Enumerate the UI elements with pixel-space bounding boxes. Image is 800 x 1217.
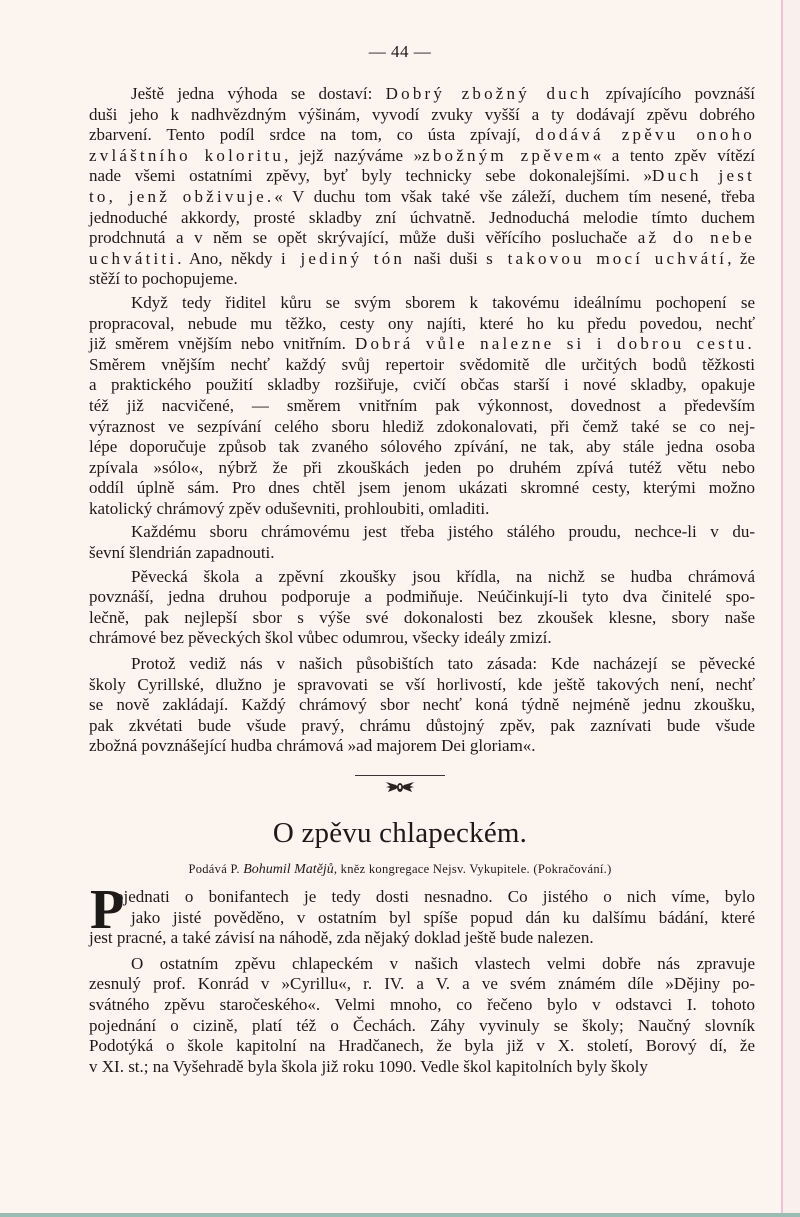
emphasized-text: Dobrá vůle nalezne si i dobrou cestu.	[354, 334, 755, 354]
text-segment: prodchnutá a v něm se opět skrývající, může duši věřícího posluchače	[89, 228, 638, 248]
emphasized-text: to, jenž obživuje.	[89, 186, 275, 206]
text-line	[89, 84, 755, 105]
text-segment: Když tedy řiditel kůru se svým sborem k takovému ideálnímu pochopení se	[131, 292, 755, 312]
paragraph	[89, 293, 755, 520]
text-segment: ševní šlendrián zapadnouti.	[89, 543, 275, 563]
text-line	[89, 437, 755, 458]
text-line	[89, 974, 755, 995]
text-segment: katolický chrámový zpěv oduševniti, prohloubiti, omladiti.	[89, 498, 490, 518]
text-segment: zpívala »sólo«, nýbrž že při zkouškách jeden po druhém zpívá tutéž větu nebo	[89, 457, 755, 477]
paragraph	[89, 522, 755, 563]
article-title: O zpěvu chlapeckém.	[272, 817, 528, 849]
text-segment: Podotýká o škole kapitolní na Hradčanech, že byla již v X. století, Borový dí, že	[89, 1036, 755, 1056]
text-segment: , jejž nazýváme »	[284, 145, 423, 165]
text-line	[89, 695, 755, 716]
text-segment: jednoduché akkordy, prosté skladby zní úchvatně. Jednoduchá melodie tímto duchem	[89, 207, 755, 227]
paragraph	[89, 954, 755, 1078]
text-line	[89, 458, 755, 479]
text-segment: se nově zakládají. Každý chrámový sbor nechť koná týdně nejméně jednu zkoušku,	[89, 695, 755, 715]
text-line	[89, 1036, 755, 1057]
text-line	[89, 567, 755, 588]
emphasized-text: až do nebe	[637, 228, 755, 248]
paragraph	[89, 567, 755, 649]
article-body	[89, 879, 755, 1077]
text-segment: . Ano, někdy	[177, 248, 281, 268]
text-segment: « V duchu tom však také vše záleží, duchem tím nesené, třeba	[274, 186, 755, 206]
paragraph	[89, 654, 755, 757]
text-segment: pojednání o cizině, platí též o Čechách. Záhy vyvinuly se školy; Naučný slovník	[89, 1015, 755, 1035]
text-line	[89, 716, 755, 737]
emphasized-text: s takovou mocí uchvátí	[486, 248, 728, 268]
text-line	[89, 314, 755, 335]
article-byline	[0, 862, 800, 878]
text-segment: nade všemi ostatními zpěvy, byť byly technicky sebe dokonalejšími. »	[89, 166, 653, 186]
byline-suffix: , kněz kongregace Nejsv. Vykupitele. (Pokračování.)	[333, 862, 612, 876]
text-segment: propracoval, nebude mu těžko, cesty ony najíti, které ho ku předu povedou, nechť	[89, 313, 755, 333]
text-segment: zpívajícího povznáší	[592, 84, 756, 103]
text-line	[89, 587, 755, 608]
text-segment: chrámové bez pěveckých škol vůbec odumrou, všecky ideály zmizí.	[89, 628, 552, 648]
text-line	[89, 293, 755, 314]
drop-cap: P	[90, 879, 125, 941]
text-segment: svátného zpěvu staročeského«. Velmi mnoho, co řečeno bylo v odstavci I. tohoto	[89, 994, 755, 1014]
text-line	[89, 675, 755, 696]
text-segment: zesnulý prof. Konrád v »Cyrillu«, r. IV. a V. a ve svém známém díle »Dějiny po-	[89, 974, 755, 994]
text-line	[89, 928, 755, 949]
text-segment: naši duši	[405, 248, 487, 268]
text-line	[89, 887, 755, 908]
text-line	[89, 522, 755, 543]
page-edge-shade	[783, 0, 800, 1213]
text-line	[89, 125, 755, 146]
text-line	[89, 499, 755, 520]
text-segment: pak zkvétati bude všude pravý, chrámu důstojný zpěv, pak zaznívati bude všude	[89, 715, 755, 735]
emphasized-text: uchvátiti	[89, 248, 178, 268]
text-line	[89, 166, 755, 187]
text-segment: ojednati o bonifantech je tedy dosti nesnadno. Co jistého o nich víme, bylo	[115, 887, 755, 906]
text-line	[89, 355, 755, 376]
text-line	[89, 228, 755, 249]
text-line	[89, 105, 755, 126]
text-segment: Pěvecká škola a zpěvní zkoušky jsou křídla, na nichž se hudba chrámová	[131, 566, 755, 586]
text-segment: v XI. st.; na Vyšehradě byla škola již roku 1090. Vedle škol kapitolních byly školy	[89, 1056, 648, 1076]
text-segment: Směrem vnějším nechť každý svůj repertoir svědomitě dle určitých bodů těžkosti	[89, 354, 755, 374]
text-segment: duši jeho k nadhvězdným výšinám, vyvodí zvuky vyšší a ty dodávají zpěvu dobrého	[89, 104, 755, 124]
text-segment: zbožná povznášející hudba chrámová »ad majorem Dei gloriam«.	[89, 736, 536, 756]
byline-prefix: Podává P.	[188, 862, 244, 876]
text-line	[89, 608, 755, 629]
text-line	[89, 396, 755, 417]
text-segment: již směrem vnějším nebo vnitřním.	[89, 334, 355, 354]
ornament-icon	[385, 779, 415, 795]
paragraph	[89, 879, 755, 949]
text-line	[89, 417, 755, 438]
text-line	[89, 954, 755, 975]
text-segment: , že	[727, 248, 755, 268]
text-segment: stěží to pochopujeme.	[89, 269, 238, 289]
text-segment: lépe doporučuje způsob tak zvaného sólového zpívání, ne tak, aby stále jedna osoba	[89, 437, 755, 457]
text-line	[89, 628, 755, 649]
text-line	[89, 654, 755, 675]
page-edge-line	[781, 0, 783, 1213]
paragraph	[89, 84, 755, 290]
emphasized-text: zvláštního koloritu	[89, 145, 285, 165]
scan-bottom-strip	[0, 1213, 800, 1217]
text-segment: též již nacvičené, — směrem vnitřním pak výkonnost, dovednost a především	[89, 395, 755, 415]
emphasized-text: dodává zpěvu onoho	[535, 125, 755, 145]
text-line	[89, 334, 755, 355]
text-line	[89, 375, 755, 396]
text-line	[89, 1057, 755, 1078]
text-segment: O ostatním zpěvu chlapeckém v našich vlastech velmi dobře nás zpravuje	[131, 953, 755, 973]
text-line	[89, 995, 755, 1016]
text-segment: povznáší, jedna druhou podporuje a podmiňuje. Neúčinkují-li tyto dva činitelé spo-	[89, 587, 755, 607]
text-segment: Každému sboru chrámovému jest třeba jistého stálého proudu, nechce-li v du-	[131, 522, 755, 542]
text-line	[89, 269, 755, 290]
section-continued-text	[89, 84, 755, 757]
text-segment: zbarvení. Tento podíl srdce na tom, co ústa zpívají,	[89, 125, 536, 145]
emphasized-text: Duch jest	[652, 166, 755, 186]
text-line	[89, 1016, 755, 1037]
text-segment: lečně, pak nejlepší sbor s výše své dokonalosti bez zkoušek klesne, sbory naše	[89, 607, 755, 627]
text-line	[89, 736, 755, 757]
text-line	[89, 249, 755, 270]
text-line	[89, 478, 755, 499]
text-segment: a praktického použití skladby rozšiřuje, cvičí občas starší i nové skladby, opakuje	[89, 375, 755, 395]
text-segment: Ještě jedna výhoda se dostaví:	[131, 84, 386, 103]
text-line	[89, 187, 755, 208]
text-segment: školy Cyrillské, dlužno je spravovati se vší horlivostí, kde ještě takových není, nechť	[89, 674, 755, 694]
byline-author: Bohumil Matějů	[243, 862, 334, 877]
text-segment: jako jisté pověděno, v ostatním byl spíše popud dán ku dalšímu bádání, které	[131, 907, 755, 927]
page-number: — 44 —	[368, 42, 432, 61]
text-segment: oddíl úplně sám. Pro dnes chtěl jsem jenom ukázati skromné cesty, kterými možno	[89, 478, 755, 498]
emphasized-text: Dobrý zbožný duch	[385, 84, 593, 103]
text-line	[89, 908, 755, 929]
text-line	[89, 208, 755, 229]
section-divider	[355, 775, 445, 776]
text-segment: « a tento zpěv vítězí	[592, 145, 755, 165]
text-line	[89, 543, 755, 564]
text-segment: jest pracné, a také závisí na náhodě, zda nějaký doklad ještě bude nalezen.	[89, 928, 594, 948]
emphasized-text: zbožným zpěvem	[422, 145, 593, 165]
text-line	[89, 146, 755, 167]
emphasized-text: i jediný tón	[280, 248, 406, 268]
text-segment: Protož vediž nás v našich působištích tato zásada: Kde nacházejí se pěvecké	[131, 654, 755, 674]
text-segment: výraznost ve sezpívání celého sboru hlediž zdokonalovati, při čemž také se co nej-	[89, 416, 755, 436]
